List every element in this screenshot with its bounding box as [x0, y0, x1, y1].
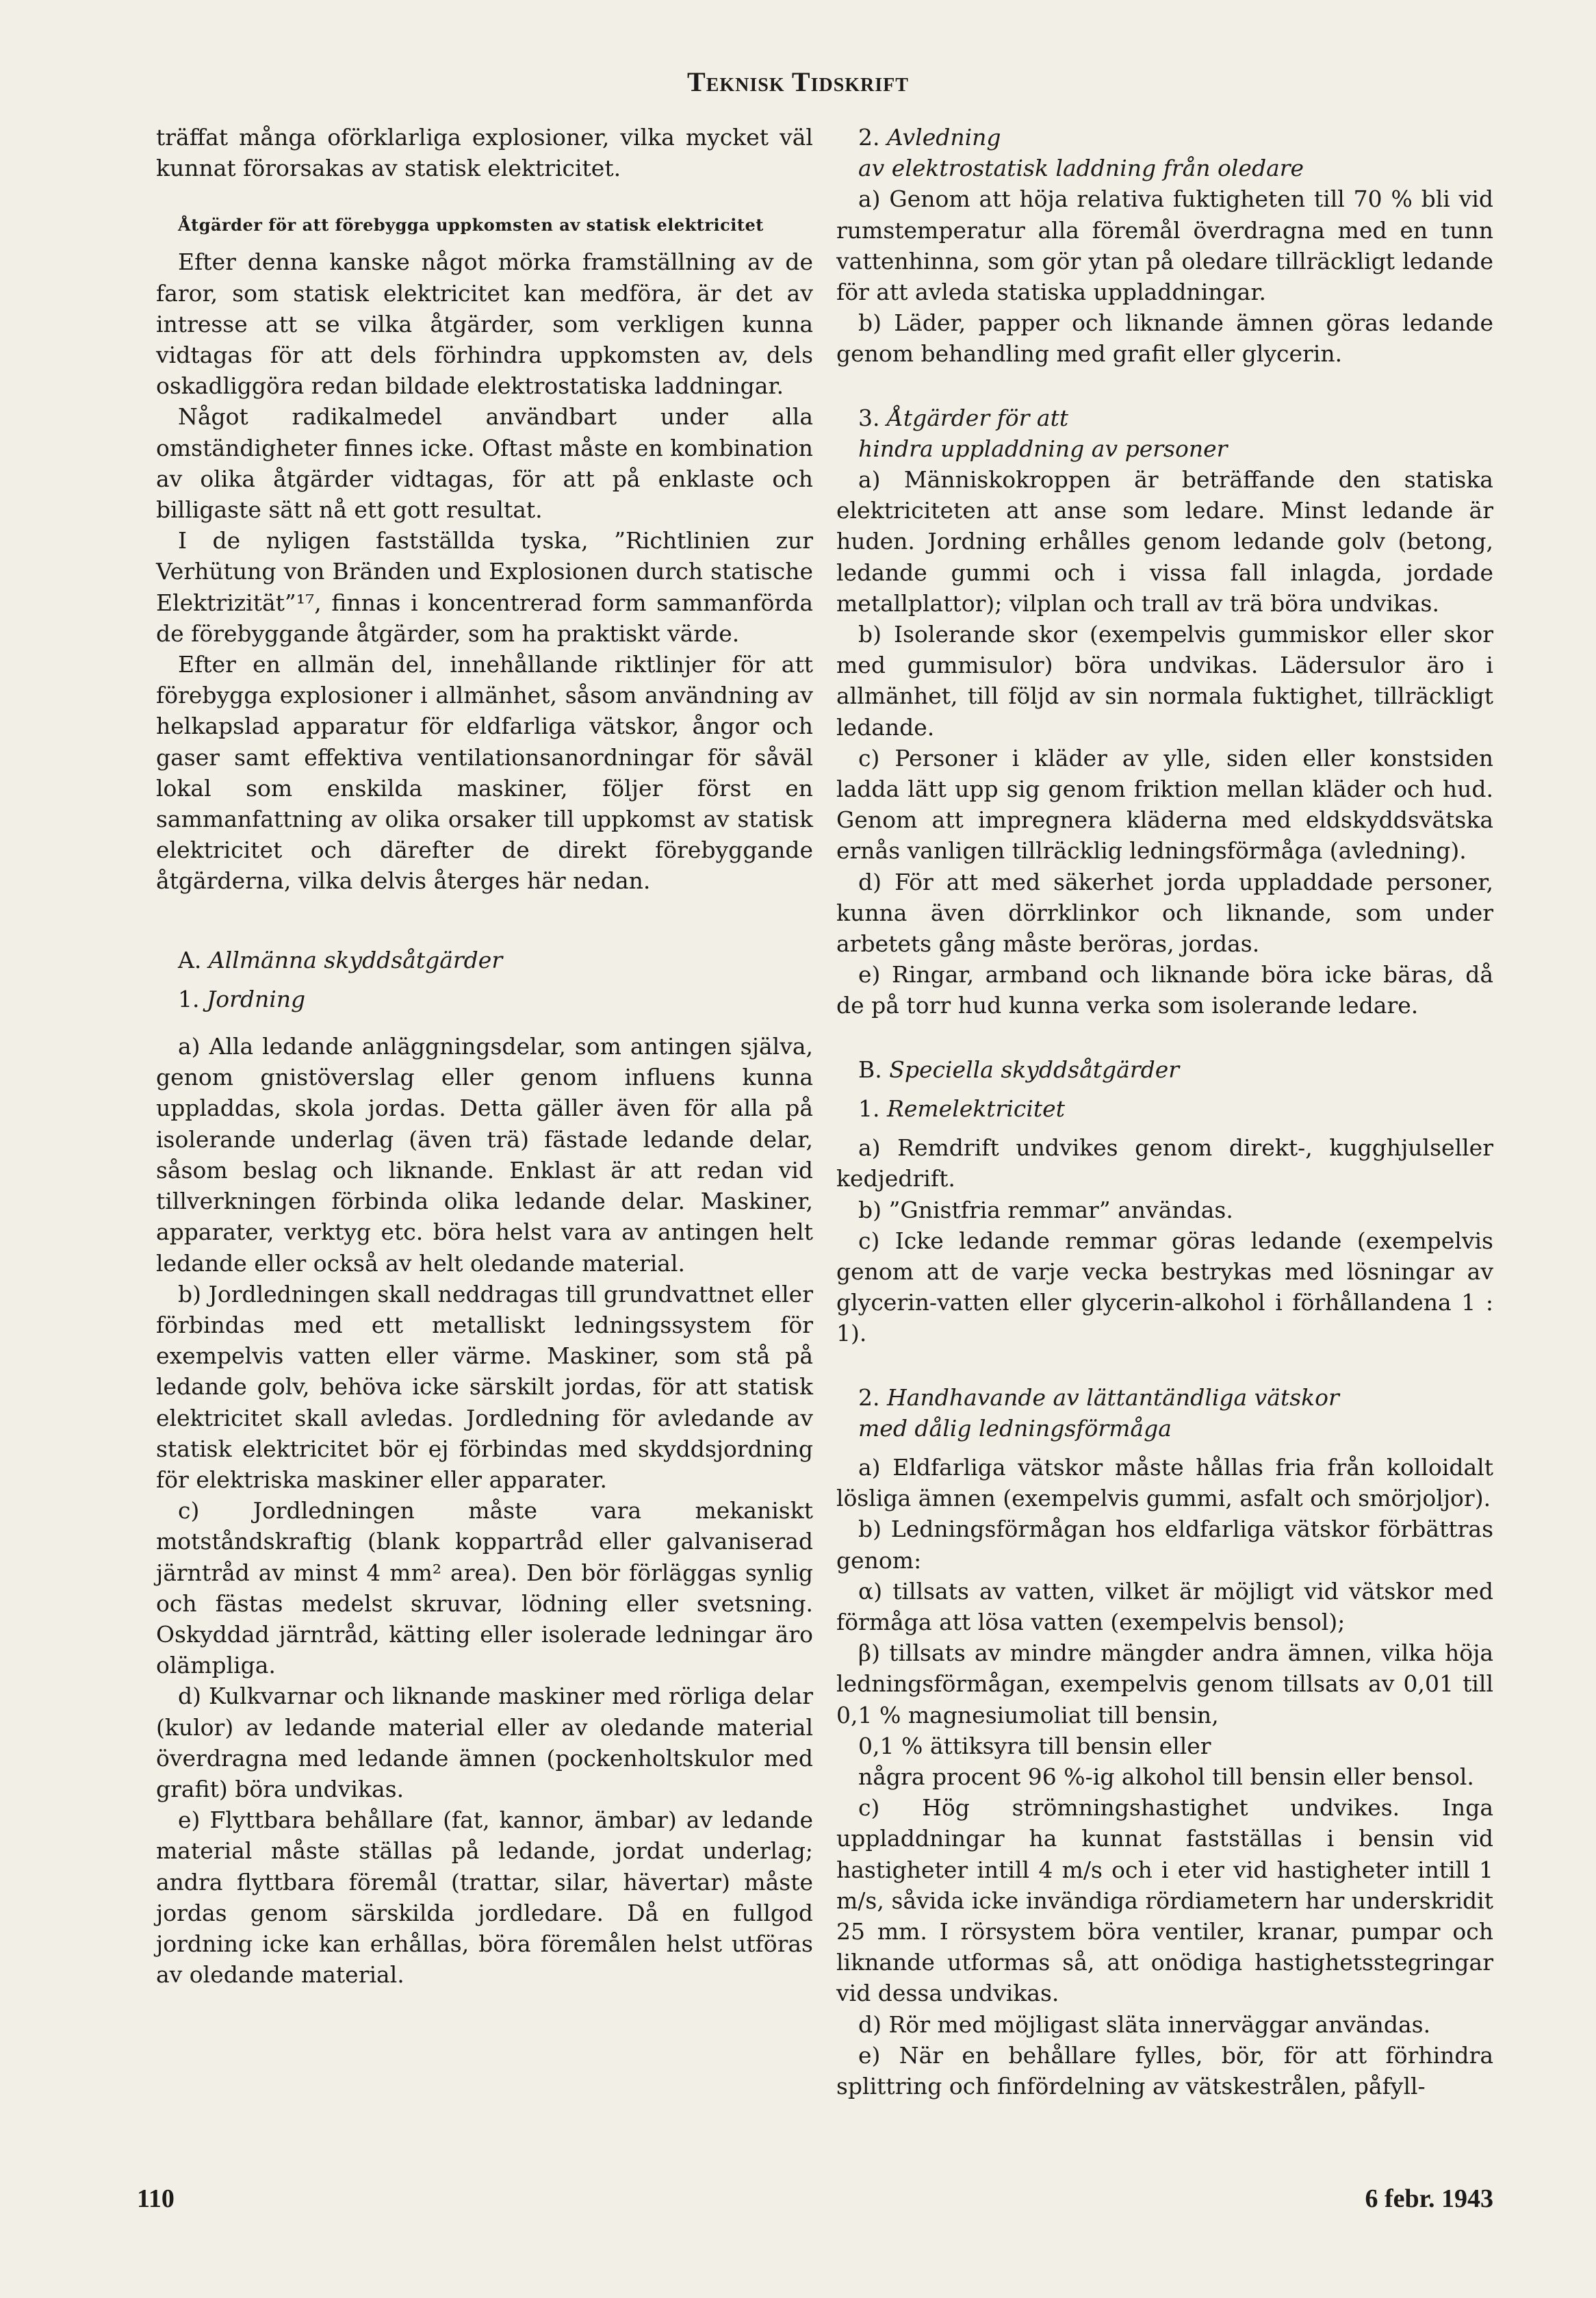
- right-column: [836, 122, 1493, 2102]
- subsection-heading: [836, 1093, 1493, 1124]
- paragraph: b) Isolerande skor (exempelvis gummiskor eller skor med gummisulor) böra undvikas. Lädersulor äro i allmänhet, till följd av sin normala fuktighet, tillräckligt ledande.: [836, 621, 1493, 741]
- paragraph-b: b) Jordledningen skall neddragas till grundvattnet eller förbindas med ett metalliskt ledningssystem för exempelvis vatten eller värme. Maskiner, som stå på ledande golv, behöva icke särskilt jordas, för att statisk elektricitet skall avledas. Jordledning för avledande av statisk elektricitet bör ej förbindas med skyddsjordning för elektriska maskiner eller apparater.: [156, 1280, 813, 1493]
- paragraph: b) ”Gnistfria remmar” användas.: [858, 1196, 1233, 1223]
- paragraph: c) Personer i kläder av ylle, siden eller konstsiden ladda lätt upp sig genom friktion mellan kläder och hud. Genom att impregnera kläderna med eldskyddsvätska ernås vanligen tillräcklig ledningsförmåga (avledning).: [836, 744, 1493, 865]
- subsection-title: Avledning: [887, 124, 1001, 151]
- paragraph: Efter denna kanske något mörka framställning av de faror, som statisk elektricitet kan medföra, är det av intresse att se vilka åtgärder, som verkligen kunna vidtagas för att dels förhindra uppkomsten av, dels oskadliggöra redan bildade elektrostatiska laddningar.: [156, 248, 813, 400]
- section-title: Allmänna skyddsåtgärder: [208, 946, 503, 973]
- paragraph: några procent 96 %-ig alkohol till bensin eller bensol.: [858, 1763, 1474, 1790]
- subsection-heading: [836, 122, 1493, 153]
- section-title: Speciella skyddsåtgärder: [889, 1056, 1180, 1083]
- paragraph: a) Genom att höja relativa fuktigheten till 70 % bli vid rumstemperatur alla föremål överdragna med en tunn vattenhinna, som gör ytan på oledare tillräckligt ledande för att avleda statiska uppladdningar.: [836, 186, 1493, 306]
- page-number: 110: [137, 2184, 175, 2213]
- subsection-number: 2.: [858, 124, 880, 151]
- paragraph: a) Människokroppen är beträffande den statiska elektriciteten att anse som ledare. Minst ledande är huden. Jordning erhålles genom ledande golv (betong, ledande gummi och i vissa fall inlagda, jordade metallplattor); vilplan och trall av trä böra undvikas.: [836, 466, 1493, 617]
- paragraph: e) När en behållare fylles, bör, för att förhindra splittring och finfördelning av vätskestrålen, påfyll-: [836, 2041, 1493, 2099]
- subsection-heading: [836, 1382, 1493, 1413]
- subsection-number: 2.: [858, 1383, 880, 1411]
- paragraph: c) Hög strömningshastighet undvikes. Inga uppladdningar ha kunnat fastställas i bensin vid hastigheter intill 4 m/s och i eter vid hastigheter intill 1 m/s, såvida icke invändiga rördiametern har underskridit 25 mm. I rörsystem böra ventiler, kranar, pumpar och liknande utformas så, att onödiga hastighetsstegringar vid dessa undvikas.: [836, 1794, 1493, 2007]
- paragraph: träffat många oförklarliga explosioner, vilka mycket väl kunnat förorsakas av statisk elektricitet.: [156, 124, 813, 182]
- subsection-title: Remelektricitet: [887, 1095, 1065, 1122]
- paragraph: c) Icke ledande remmar göras ledande (exempelvis genom att de varje vecka bestrykas med lösningar av glycerin-vatten eller glycerin-alkohol i förhållandena 1 : 1).: [836, 1227, 1493, 1347]
- paragraph: α) tillsats av vatten, vilket är möjligt vid vätskor med förmåga att lösa vatten (exempelvis bensol);: [836, 1577, 1493, 1635]
- paragraph-e: e) Flyttbara behållare (fat, kannor, ämbar) av ledande material måste ställas på ledande, jordat underlag; andra flyttbara föremål (trattar, silar, hävertar) måste jordas genom särskilda jordledare. Då en fullgod jordning icke kan erhållas, böra föremålen helst utföras av oledande material.: [156, 1807, 813, 1989]
- section-heading: Åtgärder för att förebygga uppkomsten av statisk elektricitet: [178, 215, 764, 235]
- paragraph: 0,1 % ättiksyra till bensin eller: [858, 1732, 1211, 1759]
- subsection-heading: [156, 984, 813, 1014]
- subsection-heading: [836, 403, 1493, 433]
- journal-masthead: Teknisk Tidskrift: [687, 66, 909, 97]
- left-column: [156, 122, 813, 1990]
- issue-date: 6 febr. 1943: [1365, 2184, 1493, 2213]
- subsection-title-line2: med dålig ledningsförmåga: [858, 1414, 1172, 1442]
- paragraph: e) Ringar, armband och liknande böra icke bäras, då de på torr hud kunna verka som isolerande ledare.: [836, 961, 1493, 1019]
- subsection-title-line2: av elektrostatisk laddning från oledare: [858, 155, 1304, 182]
- paragraph: I de nyligen fastställda tyska, ”Richtlinien zur Verhütung von Bränden und Explosionen durch statische Elektrizität”¹⁷, finnas i koncentrerad form sammanförda de förebyggande åtgärder, som ha praktiskt värde.: [156, 527, 813, 647]
- paragraph-c: c) Jordledningen måste vara mekaniskt motståndskraftig (blank koppartråd eller galvaniserad järntråd av minst 4 mm² area). Den bör förläggas synlig och fästas medelst skruvar, lödning eller svetsning. Oskyddad järntråd, kätting eller isolerade ledningar äro olämpliga.: [156, 1497, 813, 1679]
- paragraph: Något radikalmedel användbart under alla omständigheter finnes icke. Oftast måste en kombination av olika åtgärder vidtagas, för att på enklaste och billigaste sätt nå ett gott resultat.: [156, 403, 813, 524]
- subsection-title: Handhavande av lättantändliga vätskor: [887, 1383, 1339, 1411]
- section-a-heading: [156, 945, 813, 975]
- paragraph: a) Eldfarliga vätskor måste hållas fria från kolloidalt lösliga ämnen (exempelvis gummi, asfalt och smörjoljor).: [836, 1453, 1493, 1512]
- paragraph: a) Remdrift undvikes genom direkt-, kugghjulseller kedjedrift.: [836, 1134, 1493, 1192]
- subsection-number: 1.: [858, 1095, 880, 1122]
- section-letter: B.: [858, 1056, 882, 1083]
- subsection-title: Jordning: [207, 985, 306, 1012]
- paragraph: β) tillsats av mindre mängder andra ämnen, vilka höja ledningsförmågan, exempelvis genom tillsats av 0,01 till 0,1 % magnesiumoliat till bensin,: [836, 1639, 1493, 1728]
- section-letter: A.: [178, 946, 202, 973]
- paragraph: d) Rör med möjligast släta innerväggar användas.: [858, 2010, 1431, 2038]
- subsection-number: 3.: [858, 404, 880, 431]
- subsection-number: 1.: [178, 985, 200, 1012]
- subsection-title: Åtgärder för att: [887, 404, 1069, 431]
- paragraph: Efter en allmän del, innehållande riktlinjer för att förebygga explosioner i allmänhet, såsom användning av helkapslad apparatur för eldfarliga vätskor, ångor och gaser samt effektiva ventilationsanordningar för såväl lokal som enskilda maskiner, följer först en sammanfattning av olika orsaker till uppkomst av statisk elektricitet och därefter de direkt förebyggande åtgärderna, vilka delvis återges här nedan.: [156, 651, 813, 895]
- paragraph-a: a) Alla ledande anläggningsdelar, som antingen själva, genom gnistöverslag eller genom influens kunna uppladdas, skola jordas. Detta gäller även för alla på isolerande underlag (även trä) fästade ledande delar, såsom beslag och liknande. Enklast är att redan vid tillverkningen förbinda olika ledande delar. Maskiner, apparater, verktyg etc. böra helst vara av antingen helt ledande eller också av helt oledande material.: [156, 1033, 813, 1277]
- paragraph: d) För att med säkerhet jorda uppladdade personer, kunna även dörrklinkor och liknande, som under arbetets gång måste beröras, jordas.: [836, 868, 1493, 958]
- subsection-title-line2: hindra uppladdning av personer: [858, 435, 1228, 462]
- section-b-heading: [836, 1054, 1493, 1085]
- paragraph: b) Ledningsförmågan hos eldfarliga vätskor förbättras genom:: [836, 1516, 1493, 1574]
- paragraph: b) Läder, papper och liknande ämnen göras ledande genom behandling med grafit eller glycerin.: [836, 309, 1493, 368]
- paragraph-d: d) Kulkvarnar och liknande maskiner med rörliga delar (kulor) av ledande material eller av oledande material överdragna med ledande ämnen (pockenholtskulor med grafit) böra undvikas.: [156, 1683, 813, 1802]
